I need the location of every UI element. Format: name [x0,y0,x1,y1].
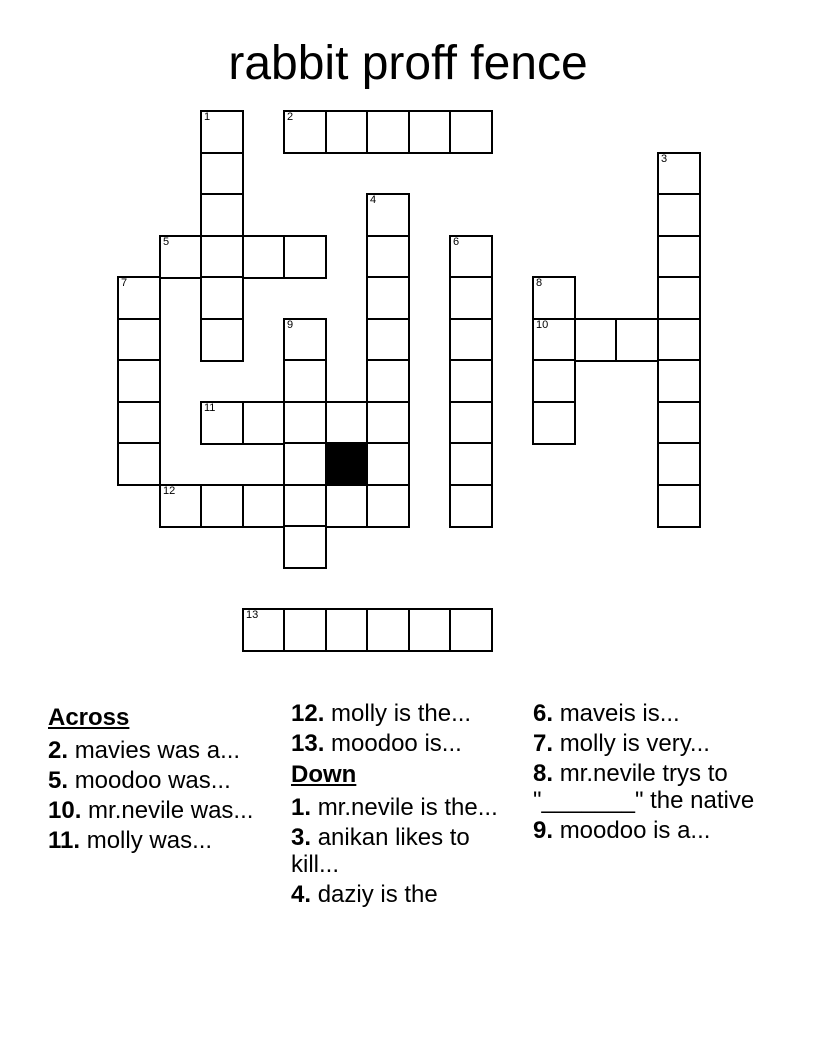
clue-across-13 [291,730,521,757]
clue-text: mavies was a... [74,737,241,764]
clue-column-1 [48,700,284,857]
clue-text: molly is very... [559,730,710,757]
puzzle-title: rabbit proff fence [228,37,588,90]
clue-text: mr.nevile trys to "_______" the native [533,760,755,814]
grid-cell[interactable] [366,359,410,403]
black-square [325,442,369,486]
clue-number: 13. [291,730,325,757]
grid-cell[interactable] [449,235,493,279]
clue-number: 8. [533,760,554,787]
clue-number: 1. [291,794,312,821]
grid-cell[interactable] [366,318,410,362]
grid-cell[interactable] [200,235,244,279]
grid-cell[interactable] [325,401,369,445]
grid-cell[interactable] [117,318,161,362]
grid-cell[interactable] [408,608,452,652]
grid-cell[interactable] [200,193,244,237]
grid-cell[interactable] [325,608,369,652]
grid-cell[interactable] [657,484,701,528]
grid-cell[interactable] [657,401,701,445]
grid-cell[interactable] [117,442,161,486]
grid-cell[interactable] [325,110,369,154]
across-heading: Across [48,704,130,731]
grid-cell[interactable] [283,608,327,652]
grid-cell[interactable] [532,276,576,320]
grid-cell[interactable] [532,318,576,362]
grid-cell[interactable] [532,401,576,445]
grid-cell[interactable] [200,276,244,320]
grid-cell[interactable] [657,276,701,320]
grid-cell[interactable] [242,235,286,279]
grid-cell[interactable] [657,318,701,362]
clue-number: 7. [533,730,554,757]
grid-cell[interactable] [366,608,410,652]
clue-number: 11. [48,827,81,854]
grid-cell[interactable] [657,442,701,486]
cell-number: 7 [121,277,128,289]
clue-text: molly was... [86,827,213,854]
clue-across-2 [48,737,284,764]
grid-cell[interactable] [449,276,493,320]
grid-cell[interactable] [657,152,701,196]
cell-number: 3 [661,153,668,165]
grid-cell[interactable] [449,318,493,362]
grid-cell[interactable] [283,359,327,403]
grid-cell[interactable] [366,442,410,486]
clue-number: 6. [533,700,554,727]
grid-cell[interactable] [117,401,161,445]
grid-cell[interactable] [200,484,244,528]
grid-cell[interactable] [449,110,493,154]
grid-cell[interactable] [200,152,244,196]
grid-cell[interactable] [449,608,493,652]
grid-cell[interactable] [657,193,701,237]
clue-number: 3. [291,824,312,851]
clue-number: 9. [533,817,554,844]
clue-text: daziy is the [317,881,438,908]
grid-cell[interactable] [532,359,576,403]
clue-number: 4. [291,881,312,908]
down-heading: Down [291,761,357,788]
cell-number: 6 [453,236,460,248]
clue-number: 2. [48,737,69,764]
clue-text: mr.nevile is the... [317,794,498,821]
clue-down-3 [291,824,521,878]
clue-across-10 [48,797,284,824]
clue-down-6 [533,700,763,727]
clue-text: moodoo was... [74,767,231,794]
grid-cell[interactable] [574,318,618,362]
cell-number: 1 [204,111,211,123]
grid-cell[interactable] [366,235,410,279]
grid-cell[interactable] [449,401,493,445]
grid-cell[interactable] [283,318,327,362]
grid-cell[interactable] [366,110,410,154]
grid-cell[interactable] [449,442,493,486]
clue-text: maveis is... [559,700,680,727]
grid-cell[interactable] [325,484,369,528]
cell-number: 10 [536,319,549,331]
clue-number: 10. [48,797,82,824]
cell-number: 12 [163,485,176,497]
cell-number: 13 [246,609,259,621]
grid-cell[interactable] [283,484,327,528]
cell-number: 2 [287,111,294,123]
grid-cell[interactable] [200,318,244,362]
clue-column-2 [291,700,521,911]
grid-cell[interactable] [242,608,286,652]
grid-cell[interactable] [200,110,244,154]
cell-number: 4 [370,194,377,206]
grid-cell[interactable] [657,235,701,279]
grid-cell[interactable] [159,484,203,528]
grid-cell[interactable] [159,235,203,279]
clue-across-12 [291,700,521,727]
clue-text: moodoo is... [331,730,462,757]
clue-across-11 [48,827,284,854]
grid-cell[interactable] [200,401,244,445]
grid-cell[interactable] [615,318,659,362]
grid-cell[interactable] [366,193,410,237]
clue-number: 12. [291,700,325,727]
cell-number: 11 [204,402,216,414]
clue-text: anikan likes to kill... [291,824,470,878]
grid-cell[interactable] [117,276,161,320]
grid-cell[interactable] [449,359,493,403]
grid-cell[interactable] [117,359,161,403]
grid-cell[interactable] [283,401,327,445]
clue-text: moodoo is a... [559,817,711,844]
clue-number: 5. [48,767,69,794]
grid-cell[interactable] [366,484,410,528]
grid-cell[interactable] [366,401,410,445]
clue-down-8 [533,760,763,814]
clue-text: molly is the... [331,700,472,727]
grid-cell[interactable] [283,235,327,279]
grid-cell[interactable] [242,401,286,445]
cell-number: 9 [287,319,294,331]
clue-down-4 [291,881,521,908]
grid-cell[interactable] [283,442,327,486]
clue-down-7 [533,730,763,757]
grid-cell[interactable] [283,110,327,154]
grid-cell[interactable] [242,484,286,528]
clue-text: mr.nevile was... [88,797,254,824]
clue-across-5 [48,767,284,794]
grid-cell[interactable] [657,359,701,403]
grid-cell[interactable] [408,110,452,154]
clue-down-1 [291,794,521,821]
grid-cell[interactable] [283,525,327,569]
grid-cell[interactable] [449,484,493,528]
clue-column-3 [533,700,763,847]
clue-down-9 [533,817,763,844]
cell-number: 8 [536,277,543,289]
cell-number: 5 [163,236,170,248]
grid-cell[interactable] [366,276,410,320]
